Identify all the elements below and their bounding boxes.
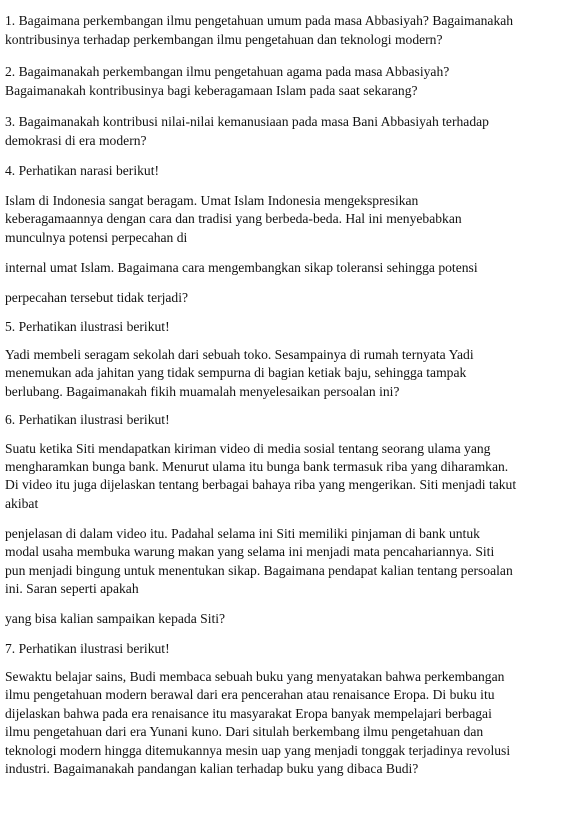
text-line: yang bisa kalian sampaikan kepada Siti? — [5, 611, 226, 626]
text-line: 1. Bagaimana perkembangan ilmu pengetahuan umum pada masa Abbasiyah? Bagaimanakah — [5, 13, 514, 28]
text-line: teknologi modern hingga ditemukannya mesin uap yang menjadi tonggak terjadinya revolusi — [5, 743, 511, 758]
text-line: 2. Bagaimanakah perkembangan ilmu pengetahuan agama pada masa Abbasiyah? — [5, 64, 450, 79]
text-line: Yadi membeli seragam sekolah dari sebuah toko. Sesampainya di rumah ternyata Yadi — [5, 347, 474, 362]
text-line: modal usaha membuka warung makan yang selama ini menjadi mata pencahariannya. Siti — [5, 544, 495, 559]
text-line: Sewaktu belajar sains, Budi membaca sebuah buku yang menyatakan bahwa perkembangan — [5, 669, 505, 684]
text-line: 6. Perhatikan ilustrasi berikut! — [5, 412, 170, 427]
text-line: penjelasan di dalam video itu. Padahal selama ini Siti memiliki pinjaman di bank untuk — [5, 526, 480, 541]
text-line: munculnya potensi perpecahan di — [5, 230, 188, 245]
text-line: keberagamaannya dengan cara dan tradisi yang berbeda-beda. Hal ini menyebabkan — [5, 211, 462, 226]
text-line: industri. Bagaimanakah pandangan kalian terhadap buku yang dibaca Budi? — [5, 761, 419, 776]
text-line: perpecahan tersebut tidak terjadi? — [5, 290, 189, 305]
text-line: mengharamkan bunga bank. Menurut ulama itu bunga bank termasuk riba yang diharamkan. — [5, 459, 509, 474]
text-line: pun menjadi bingung untuk menentukan sikap. Bagaimana pendapat kalian tentang persoalan — [5, 563, 513, 578]
text-line: 3. Bagaimanakah kontribusi nilai-nilai kemanusiaan pada masa Bani Abbasiyah terhadap — [5, 114, 489, 129]
text-line: Di video itu juga dijelaskan tentang berbagai bahaya riba yang mengerikan. Siti menjadi takut — [5, 477, 517, 492]
text-line: dijelaskan bahwa pada era renaisance itu masyarakat Eropa banyak mempelajari berbagai — [5, 706, 492, 721]
text-line: ilmu pengetahuan dari era Yunani kuno. Dari situlah berkembang ilmu pengetahuan dan — [5, 724, 484, 739]
text-line: Bagaimanakah kontribusinya bagi keberagamaan Islam pada saat sekarang? — [5, 83, 418, 98]
text-line: demokrasi di era modern? — [5, 133, 147, 148]
text-line: internal umat Islam. Bagaimana cara mengembangkan sikap toleransi sehingga potensi — [5, 260, 478, 275]
text-line: ilmu pengetahuan modern berawal dari era pencerahan atau renaisance Eropa. Di buku itu — [5, 687, 495, 702]
text-line: 4. Perhatikan narasi berikut! — [5, 163, 160, 178]
text-line: kontribusinya terhadap perkembangan ilmu pengetahuan dan teknologi modern? — [5, 32, 443, 47]
text-line: Islam di Indonesia sangat beragam. Umat Islam Indonesia mengekspresikan — [5, 193, 419, 208]
text-line: akibat — [5, 496, 39, 511]
text-line: 7. Perhatikan ilustrasi berikut! — [5, 641, 170, 656]
text-line: menemukan ada jahitan yang tidak sempurna di bagian ketiak baju, sehingga tampak — [5, 365, 467, 380]
text-line: ini. Saran seperti apakah — [5, 581, 139, 596]
text-line: berlubang. Bagaimanakah fikih muamalah menyelesaikan persoalan ini? — [5, 384, 400, 399]
text-line: 5. Perhatikan ilustrasi berikut! — [5, 319, 170, 334]
text-line: Suatu ketika Siti mendapatkan kiriman video di media sosial tentang seorang ulama yang — [5, 441, 491, 456]
